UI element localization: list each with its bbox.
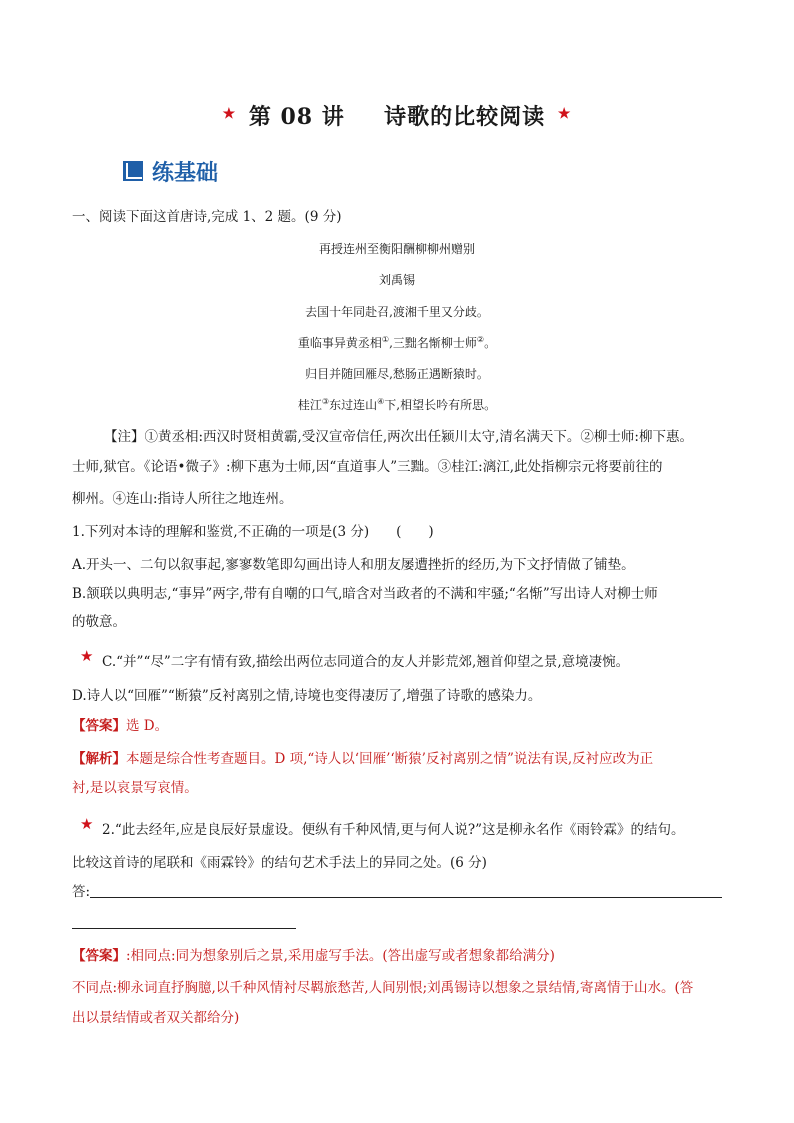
lecture-number: 第 08 讲 <box>248 104 345 130</box>
option-b-cont: 的敬意。 <box>72 614 126 630</box>
q2-answer-cont: 出以景结情或者双关都给分) <box>72 1010 240 1026</box>
q1-answer: 【答案】选 D。 <box>72 718 169 734</box>
poem-line: 桂江③东过连山④下,相望长吟有所思。 <box>297 397 497 412</box>
star-icon: ★ <box>222 106 237 122</box>
question-2-stem: 2.“此去经年,应是良辰好景虚设。便纵有千种风情,更与何人说?”这是柳永名作《雨铃霖》的结句。 <box>102 822 685 838</box>
note-line: 士师,狱官。《论语•微子》:柳下惠为士师,因“直道事人”三黜。③桂江:漓江,此处指柳宗元将要前往的 <box>72 459 663 475</box>
option-d: D.诗人以“回雁”“断猿”反衬离别之情,诗境也变得凄厉了,增强了诗歌的感染力。 <box>72 688 542 704</box>
question-2-stem-cont: 比较这首诗的尾联和《雨霖铃》的结句艺术手法上的异同之处。(6 分) <box>72 855 487 871</box>
note-line: 柳州。④连山:指诗人所往之地连州。 <box>72 491 293 507</box>
option-a: A.开头一、二句以叙事起,寥寥数笔即勾画出诗人和朋友屡遭挫折的经历,为下文抒情做了铺垫。 <box>72 557 635 573</box>
poem-author: 刘禹锡 <box>378 273 415 287</box>
q2-answer-cont: 不同点:柳永词直抒胸臆,以千种风情衬尽羁旅愁苦,人间别恨;刘禹锡诗以想象之景结情,寄离情于山水。(答 <box>72 980 694 996</box>
lecture-topic: 诗歌的比较阅读 <box>384 104 546 130</box>
q1-analysis: 【解析】本题是综合性考查题目。D 项,“诗人以‘回雁’‘断猿’反衬离别之情”说法有误,反衬应改为正 <box>72 751 654 767</box>
note-line: 【注】①黄丞相:西汉时贤相黄霸,受汉宣帝信任,两次出任颍川太守,清名满天下。②柳士师:柳下惠。 <box>104 429 693 445</box>
answer-prefix: 答: <box>72 884 91 900</box>
section-header <box>122 155 218 187</box>
answer-blank[interactable] <box>90 897 722 898</box>
star-icon: ★ <box>80 647 94 665</box>
poem-line: 重临事异黄丞相①,三黜名惭柳士师②。 <box>297 335 497 350</box>
book-icon <box>122 160 146 182</box>
q2-answer: 【答案】:相同点:同为想象别后之景,采用虚写手法。(答出虚写或者想象都给满分) <box>72 948 555 964</box>
question-intro: 一、阅读下面这首唐诗,完成 1、2 题。(9 分) <box>72 209 342 225</box>
question-1-stem: 1.下列对本诗的理解和鉴赏,不正确的一项是(3 分) ( ) <box>72 524 434 540</box>
page-title <box>0 100 794 131</box>
star-icon: ★ <box>557 106 572 122</box>
poem-title: 再授连州至衡阳酬柳柳州赠别 <box>318 242 475 256</box>
star-icon: ★ <box>80 815 94 833</box>
poem-line: 归目并随回雁尽,愁肠正遇断猿时。 <box>305 367 489 381</box>
option-b: B.颔联以典明志,“事异”两字,带有自嘲的口气,暗含对当政者的不满和牢骚;“名惭”写出诗人对柳士师 <box>72 586 658 602</box>
q1-analysis-cont: 衬,是以哀景写哀情。 <box>72 780 198 796</box>
poem-line: 去国十年同赴召,渡湘千里又分歧。 <box>305 305 489 319</box>
divider <box>72 928 296 929</box>
section-label: 练基础 <box>152 160 219 186</box>
option-c: C.“并”“尽”二字有情有致,描绘出两位志同道合的友人并影荒郊,翘首仰望之景,意境凄惋。 <box>102 654 630 670</box>
